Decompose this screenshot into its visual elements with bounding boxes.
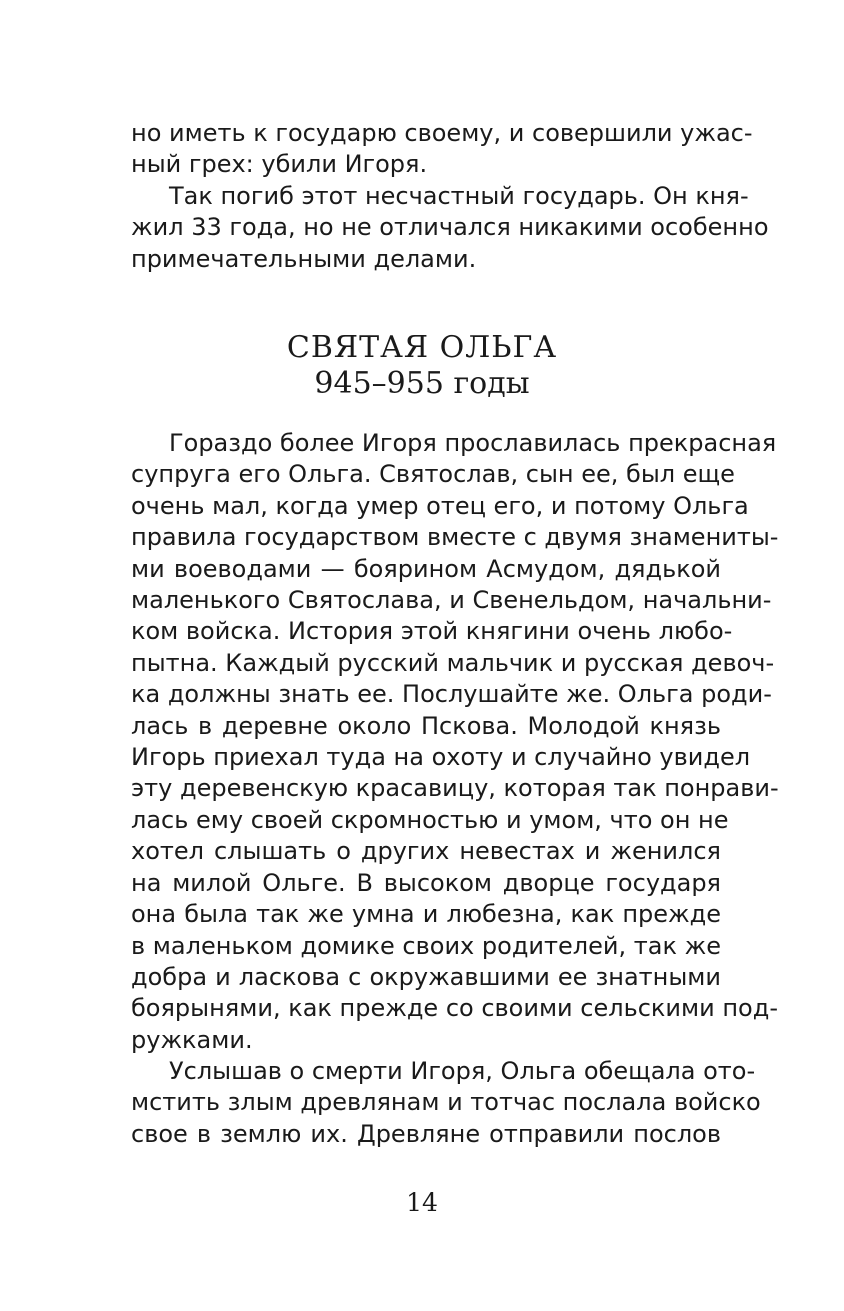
text-line: ка должны знать ее. Послушайте же. Ольга роди-	[131, 680, 772, 709]
text-line: но иметь к государю своему, и совершили ужас-	[131, 119, 753, 147]
closing-paragraph	[131, 181, 769, 275]
text-line: ружками.	[131, 1025, 253, 1054]
text-line: боярынями, как прежде со своими сельскими под-	[131, 994, 778, 1023]
text-line: маленького Святослава, и Свенельдом, начальни-	[131, 586, 772, 615]
chapter-title: СВЯТАЯ ОЛЬГА	[286, 330, 558, 365]
text-line: правила государством вместе с двумя знамениты-	[131, 523, 779, 552]
text-line: добра и ласкова с окружавшими ее знатными	[131, 962, 721, 991]
text-line: хотел слышать о других невестах и женился	[131, 837, 721, 866]
text-line: примечательными делами.	[131, 244, 477, 273]
chapter-years: 945–955 годы	[314, 366, 530, 401]
text-line: очень мал, когда умер отец его, и потому Ольга	[131, 491, 749, 520]
text-line: супруга его Ольга. Святослав, сын ее, был еще	[131, 460, 735, 489]
text-line: Услышав о смерти Игоря, Ольга обещала ото-	[169, 1057, 756, 1085]
text-line: эту деревенскую красавицу, которая так понрави-	[131, 774, 779, 803]
page-number: 14	[406, 1188, 438, 1217]
text-line: она была так же умна и любезна, как прежде	[131, 900, 721, 929]
text-line: на милой Ольге. В высоком дворце государя	[131, 868, 721, 897]
text-line: Гораздо более Игоря прославилась прекрасная	[169, 429, 777, 457]
text-line: лась в деревне около Пскова. Молодой князь	[131, 711, 721, 740]
text-line: свое в землю их. Древляне отправили послов	[131, 1119, 721, 1148]
text-line: в маленьком домике своих родителей, так же	[131, 931, 721, 960]
text-line: Так погиб этот несчастный государь. Он кня-	[169, 182, 749, 210]
text-line: лась ему своей скромностью и умом, что он не	[131, 805, 729, 834]
paragraph-1	[131, 428, 779, 1056]
continuation-paragraph	[131, 118, 753, 181]
paragraph-2	[131, 1056, 761, 1150]
text-line: ком войска. История этой княгини очень любо-	[131, 617, 733, 646]
text-line: пытна. Каждый русский мальчик и русская девоч-	[131, 648, 775, 677]
text-line: ми воеводами — боярином Асмудом, дядькой	[131, 554, 721, 583]
text-line: мстить злым древлянам и тотчас послала войско	[131, 1088, 761, 1117]
text-line: жил 33 года, но не отличался никакими особенно	[131, 213, 769, 242]
text-line: Игорь приехал туда на охоту и случайно увидел	[131, 743, 751, 772]
text-line: ный грех: убили Игоря.	[131, 150, 428, 179]
